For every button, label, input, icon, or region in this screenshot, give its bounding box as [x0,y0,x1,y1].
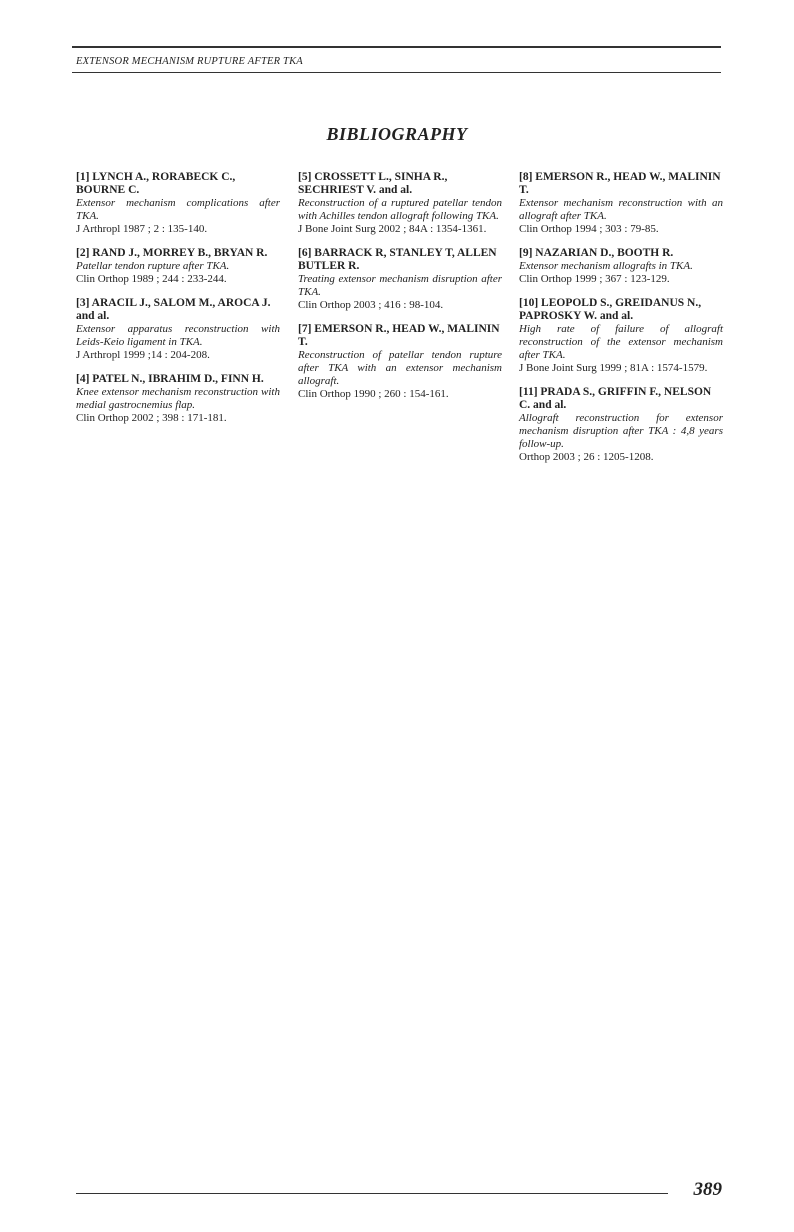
reference-authors: [3] ARACIL J., SALOM M., AROCA J. and al. [76,297,271,322]
reference-source: J Arthropl 1987 ; 2 : 135-140. [76,223,208,235]
reference-title: Reconstruction of patellar tendon rupture after TKA with an extensor mechanism allograft. [298,349,502,387]
reference-title: Extensor apparatus reconstruction with Leids-Keio ligament in TKA. [76,323,280,348]
reference-source: Clin Orthop 2003 ; 416 : 98-104. [298,299,444,311]
reference-entry [519,247,723,286]
reference-authors: [6] BARRACK R, STANLEY T, ALLEN BUTLER R. [298,247,497,272]
reference-title: Extensor mechanism complications after TKA. [76,197,280,222]
reference-title: High rate of failure of allograft reconstruction of the extensor mechanism after TKA. [519,323,723,361]
reference-entry [298,171,502,236]
reference-source: Orthop 2003 ; 26 : 1205-1208. [519,451,654,463]
reference-title: Knee extensor mechanism reconstruction with medial gastrocnemius flap. [76,386,280,411]
reference-authors: [2] RAND J., MORREY B., BRYAN R. [76,247,268,259]
reference-authors: [7] EMERSON R., HEAD W., MALININ T. [298,323,500,348]
reference-entry [519,297,723,375]
reference-entry [76,171,280,236]
header-bottom-rule [72,72,721,73]
reference-authors: [10] LEOPOLD S., GREIDANUS N., PAPROSKY W. and al. [519,297,702,322]
reference-column-2 [298,171,502,412]
reference-column-1 [76,171,280,436]
reference-title: Patellar tendon rupture after TKA. [76,260,230,272]
reference-source: J Bone Joint Surg 1999 ; 81A : 1574-1579. [519,362,708,374]
reference-entry [76,373,280,425]
reference-title: Reconstruction of a ruptured patellar tendon with Achilles tendon allograft following TKA. [298,197,502,222]
reference-authors: [11] PRADA S., GRIFFIN F., NELSON C. and al. [519,386,712,411]
reference-entry [76,247,280,286]
reference-title: Allograft reconstruction for extensor mechanism disruption after TKA : 4,8 years follow-up. [519,412,723,450]
reference-authors: [4] PATEL N., IBRAHIM D., FINN H. [76,373,264,385]
reference-entry [519,171,723,236]
page-number: 389 [693,1179,722,1200]
running-head: EXTENSOR MECHANISM RUPTURE AFTER TKA [76,56,303,67]
reference-source: J Bone Joint Surg 2002 ; 84A : 1354-1361. [298,223,487,235]
reference-source: Clin Orthop 1994 ; 303 : 79-85. [519,223,659,235]
reference-title: Extensor mechanism reconstruction with an allograft after TKA. [519,197,723,222]
reference-authors: [8] EMERSON R., HEAD W., MALININ T. [519,171,721,196]
reference-authors: [1] LYNCH A., RORABECK C., BOURNE C. [76,171,236,196]
reference-source: Clin Orthop 1989 ; 244 : 233-244. [76,273,227,285]
reference-authors: [5] CROSSETT L., SINHA R., SECHRIEST V. and al. [298,171,448,196]
reference-authors: [9] NAZARIAN D., BOOTH R. [519,247,674,259]
reference-entry [76,297,280,362]
reference-column-3 [519,171,723,475]
header-top-rule [72,46,721,48]
reference-title: Extensor mechanism allografts in TKA. [519,260,693,272]
reference-entry [298,323,502,401]
reference-source: Clin Orthop 1990 ; 260 : 154-161. [298,388,449,400]
reference-source: Clin Orthop 1999 ; 367 : 123-129. [519,273,670,285]
footer-rule [76,1193,668,1194]
bibliography-title: BIBLIOGRAPHY [326,124,468,144]
reference-source: J Arthropl 1999 ;14 : 204-208. [76,349,210,361]
reference-source: Clin Orthop 2002 ; 398 : 171-181. [76,412,227,424]
reference-title: Treating extensor mechanism disruption after TKA. [298,273,502,298]
reference-entry [298,247,502,312]
reference-entry [519,386,723,464]
